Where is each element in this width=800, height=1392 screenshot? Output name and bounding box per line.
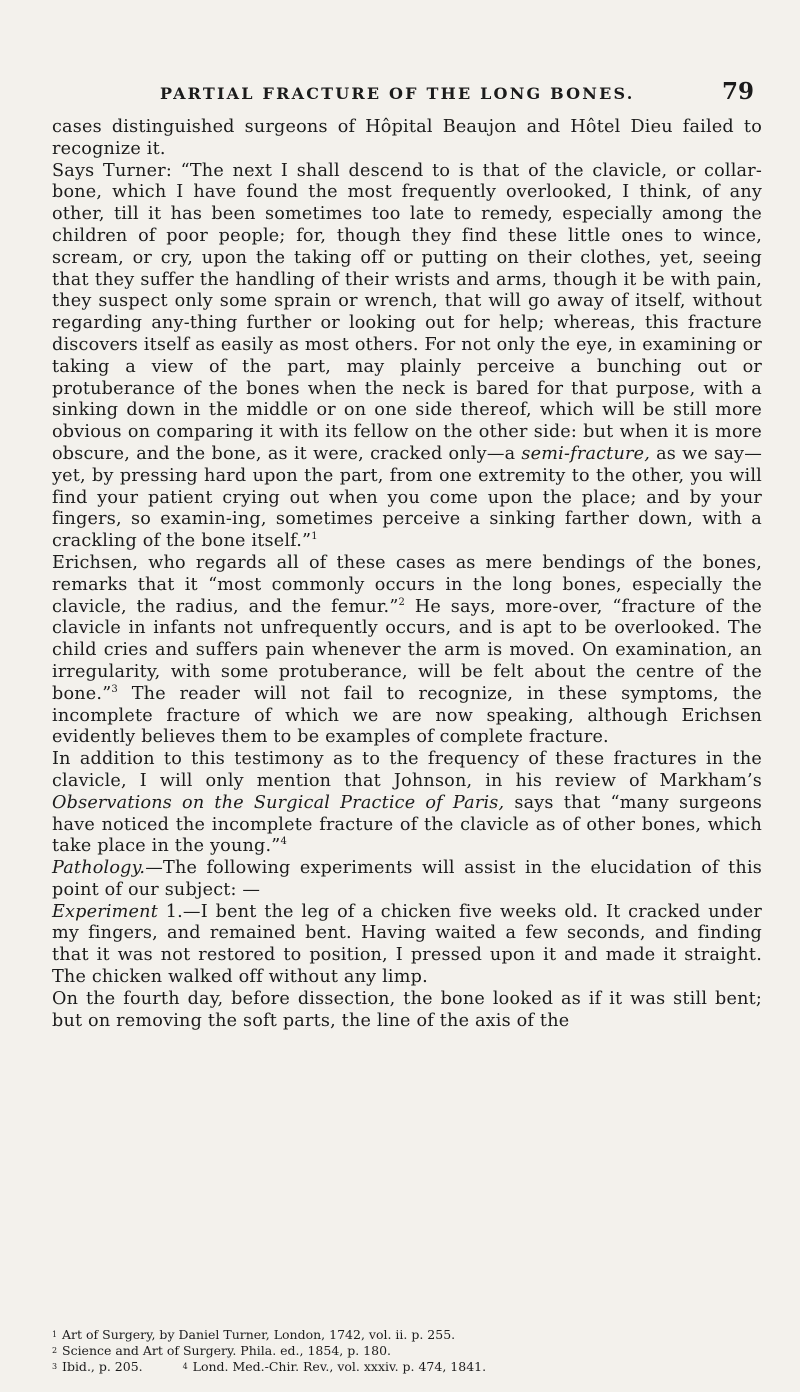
text-run: In addition to this testimony as to the frequency of these fractures in the clavicle, I will only mention that Johnson, in his review of Markham’s	[52, 749, 762, 791]
footnote-reference: 4	[280, 836, 288, 848]
paragraph	[52, 553, 762, 749]
italic-text: Observations on the Surgical Practice of Paris,	[52, 792, 505, 813]
footnote-marker: 1	[52, 1330, 58, 1339]
body-text	[52, 117, 762, 1032]
footnote-3	[52, 1359, 143, 1375]
footnote-text: Ibid., p. 205.	[62, 1359, 143, 1374]
footnote-4	[183, 1359, 486, 1375]
footnote-text: Lond. Med.-Chir. Rev., vol. xxxiv. p. 474, 1841.	[192, 1359, 487, 1374]
text-run: says that “many surgeons have noticed the incomplete fracture of the clavicle as of other bones, which take place in the young.”	[52, 792, 762, 857]
running-title: PARTIAL FRACTURE OF THE LONG BONES.	[160, 84, 635, 103]
paragraph	[52, 858, 762, 902]
footnote-reference: 1	[311, 531, 318, 543]
footnote-marker: 4	[182, 1362, 188, 1371]
paragraph	[52, 117, 762, 161]
text-run: Erichsen, who regards all of these cases as mere bendings of the bones, remarks that it “most commonly occurs in the long bones, especially the clavicle, the radius, and the femur.”	[52, 552, 762, 617]
text-run: cases distinguished surgeons of Hôpital Beaujon and Hôtel Dieu failed to recognize it.	[52, 117, 762, 159]
footnote-reference: 2	[398, 596, 406, 608]
paragraph	[52, 989, 762, 1033]
text-run: On the fourth day, before dissection, the bone looked as if it was still bent; but on removing the soft parts, the line of the axis of the	[52, 988, 762, 1031]
footnote-marker: 3	[52, 1362, 58, 1371]
italic-text: semi-fracture,	[521, 443, 650, 464]
text-run: —The following experiments will assist in the elucidation of this point of our subject: —	[52, 858, 762, 900]
footnote-marker: 2	[52, 1346, 58, 1355]
text-run: 1.—I bent the leg of a chicken five weeks old. It cracked under my fingers, and remained bent. Having waited a few seconds, and finding that it was not restored to position, I pressed upon it and made it straight. The chicken walked off without any limp.	[52, 901, 762, 988]
footnote-2	[52, 1343, 762, 1359]
page-number: 79	[721, 78, 754, 105]
text-run: The reader will not fail to recognize, in these symptoms, the incomplete fracture of which we are now speaking, although Erichsen evidently believes them to be examples of complete fracture.	[52, 683, 762, 748]
italic-text: Pathology.	[52, 858, 146, 879]
text-run: as we say—yet, by pressing hard upon the part, from one extremity to the other, you will find your patient crying out when you come upon the place; and by your fingers, so examin-ing, sometimes perceive a sinking farther down, with a crackling of the bone itself.”	[52, 443, 762, 552]
italic-text: Experiment	[52, 901, 158, 922]
footnote-row	[52, 1359, 762, 1375]
paragraph	[52, 161, 762, 553]
footnote-reference: 3	[111, 683, 118, 695]
text-run: Says Turner: “The next I shall descend to is that of the clavicle, or collar-bone, which I have found the most frequently overlooked, I think, of any other, till it has been sometimes too late to remedy, especially among the children of poor people; for, though they find these little ones to wince, scream, or cry, upon the taking off or putting on their clothes, yet, seeing that they suffer the handling of their wrists and arms, though it be with pain, they suspect only some sprain or wrench, that will go away of itself, without regarding any-thing further or looking out for help; whereas, this fracture discovers itself as easily as most others. For not only the eye, in examining or taking a view of the part, may plainly perceive a bunching out or protuberance of the bones when the neck is bared for that purpose, with a sinking down in the middle or on one side thereof, which will be still more obvious on comparing it with its fellow on the other side: but when it is more obscure, and the bone, as it were, cracked only—a	[52, 160, 762, 464]
footnotes	[52, 1327, 762, 1375]
paragraph	[52, 749, 762, 858]
running-head	[160, 78, 754, 105]
paragraph	[52, 902, 762, 989]
footnote-text: Art of Surgery, by Daniel Turner, London, 1742, vol. ii. p. 255.	[62, 1327, 456, 1342]
footnote-text: Science and Art of Surgery. Phila. ed., 1854, p. 180.	[62, 1343, 392, 1358]
footnote-1	[52, 1327, 762, 1343]
text-run: He says, more-over, “fracture of the clavicle in infants not unfrequently occurs, and is apt to be overlooked. The child cries and suffers pain whenever the arm is moved. On examination, an irregularity, with some protuberance, will be felt about the centre of the bone.”	[52, 596, 762, 704]
